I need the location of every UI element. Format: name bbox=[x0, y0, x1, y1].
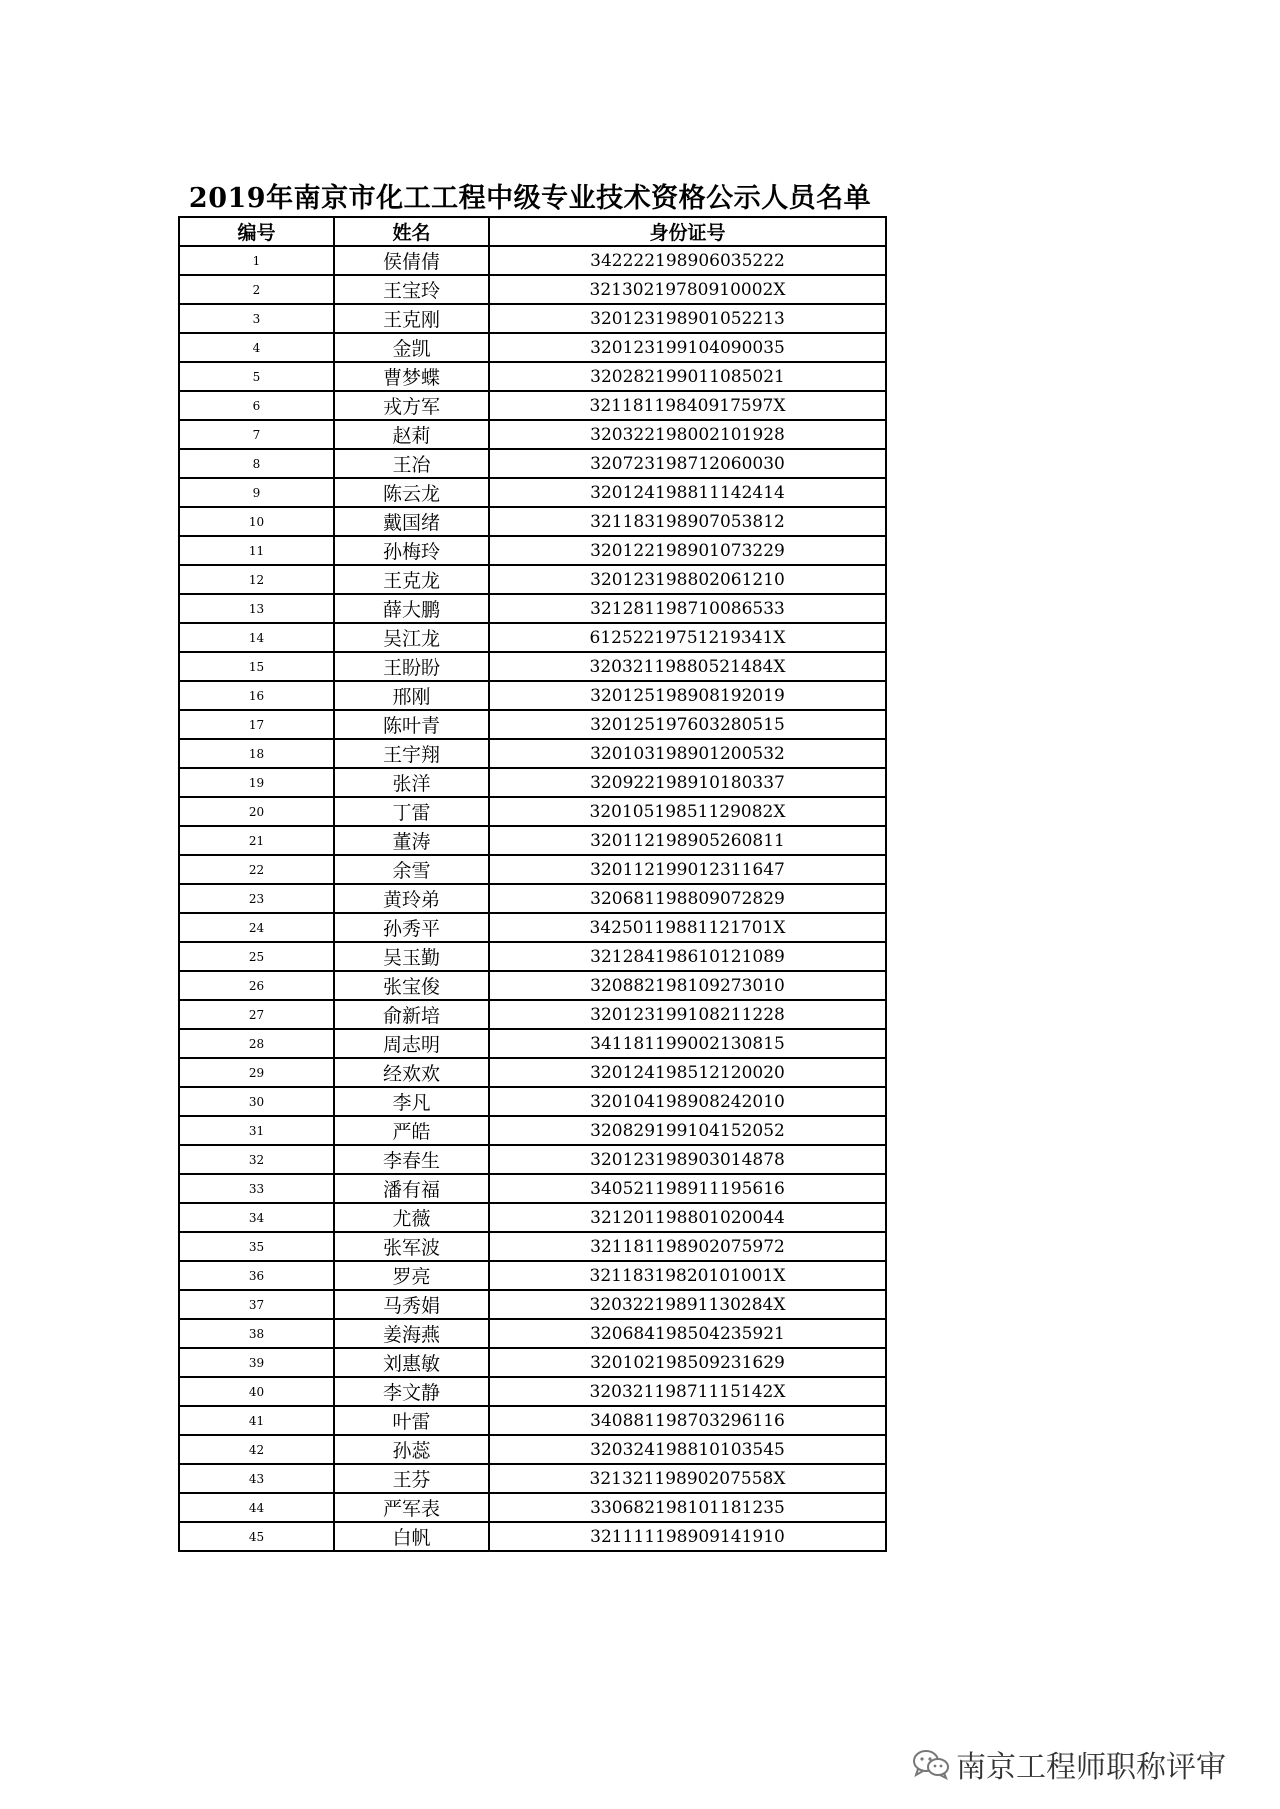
table-row bbox=[179, 1029, 886, 1058]
person-name: 吴江龙 bbox=[334, 623, 489, 652]
row-number: 12 bbox=[179, 565, 334, 594]
page-title: 2019年南京市化工工程中级专业技术资格公示人员名单 bbox=[188, 183, 872, 214]
id-number: 320123198903014878 bbox=[489, 1145, 886, 1174]
row-number: 18 bbox=[179, 739, 334, 768]
row-number: 21 bbox=[179, 826, 334, 855]
id-number: 32118119840917597X bbox=[489, 391, 886, 420]
person-name: 戴国绪 bbox=[334, 507, 489, 536]
table-row bbox=[179, 1406, 886, 1435]
table-row bbox=[179, 275, 886, 304]
row-number: 9 bbox=[179, 478, 334, 507]
person-name: 张军波 bbox=[334, 1232, 489, 1261]
person-name: 张洋 bbox=[334, 768, 489, 797]
row-number: 32 bbox=[179, 1145, 334, 1174]
table-row bbox=[179, 1087, 886, 1116]
person-name: 刘惠敏 bbox=[334, 1348, 489, 1377]
id-number: 340881198703296116 bbox=[489, 1406, 886, 1435]
row-number: 35 bbox=[179, 1232, 334, 1261]
id-number: 330682198101181235 bbox=[489, 1493, 886, 1522]
table-row bbox=[179, 623, 886, 652]
id-number: 320882198109273010 bbox=[489, 971, 886, 1000]
table-row bbox=[179, 565, 886, 594]
id-number: 320681198809072829 bbox=[489, 884, 886, 913]
id-number: 34250119881121701X bbox=[489, 913, 886, 942]
person-name: 李凡 bbox=[334, 1087, 489, 1116]
table-row bbox=[179, 1145, 886, 1174]
table-row bbox=[179, 304, 886, 333]
person-name: 余雪 bbox=[334, 855, 489, 884]
id-number: 32130219780910002X bbox=[489, 275, 886, 304]
person-name: 孙秀平 bbox=[334, 913, 489, 942]
id-number: 32032119880521484X bbox=[489, 652, 886, 681]
table-row bbox=[179, 855, 886, 884]
table-row bbox=[179, 246, 886, 275]
table-row bbox=[179, 1522, 886, 1551]
id-number: 341181199002130815 bbox=[489, 1029, 886, 1058]
id-number: 320125197603280515 bbox=[489, 710, 886, 739]
id-number: 320112198905260811 bbox=[489, 826, 886, 855]
id-number: 321181198902075972 bbox=[489, 1232, 886, 1261]
table-row bbox=[179, 1493, 886, 1522]
id-number: 61252219751219341X bbox=[489, 623, 886, 652]
person-name: 王盼盼 bbox=[334, 652, 489, 681]
row-number: 15 bbox=[179, 652, 334, 681]
id-number: 321281198710086533 bbox=[489, 594, 886, 623]
id-number: 321201198801020044 bbox=[489, 1203, 886, 1232]
row-number: 25 bbox=[179, 942, 334, 971]
row-number: 38 bbox=[179, 1319, 334, 1348]
id-number: 320684198504235921 bbox=[489, 1319, 886, 1348]
id-number: 320123199108211228 bbox=[489, 1000, 886, 1029]
table-row bbox=[179, 1232, 886, 1261]
row-number: 30 bbox=[179, 1087, 334, 1116]
row-number: 42 bbox=[179, 1435, 334, 1464]
table-row bbox=[179, 913, 886, 942]
table-row bbox=[179, 594, 886, 623]
table-row bbox=[179, 333, 886, 362]
table-row bbox=[179, 1377, 886, 1406]
row-number: 31 bbox=[179, 1116, 334, 1145]
person-name: 尤薇 bbox=[334, 1203, 489, 1232]
id-number: 340521198911195616 bbox=[489, 1174, 886, 1203]
row-number: 33 bbox=[179, 1174, 334, 1203]
id-number: 320103198901200532 bbox=[489, 739, 886, 768]
id-number: 320723198712060030 bbox=[489, 449, 886, 478]
table-row bbox=[179, 1058, 886, 1087]
id-number: 320104198908242010 bbox=[489, 1087, 886, 1116]
table-row bbox=[179, 797, 886, 826]
header-name: 姓名 bbox=[334, 217, 489, 246]
id-number: 32118319820101001X bbox=[489, 1261, 886, 1290]
wechat-icon bbox=[912, 1748, 950, 1780]
row-number: 14 bbox=[179, 623, 334, 652]
person-name: 严皓 bbox=[334, 1116, 489, 1145]
table-row bbox=[179, 362, 886, 391]
header-number: 编号 bbox=[179, 217, 334, 246]
id-number: 320123199104090035 bbox=[489, 333, 886, 362]
row-number: 10 bbox=[179, 507, 334, 536]
table-header-row bbox=[179, 217, 886, 246]
person-name: 周志明 bbox=[334, 1029, 489, 1058]
id-number: 320122198901073229 bbox=[489, 536, 886, 565]
row-number: 23 bbox=[179, 884, 334, 913]
person-name: 孙梅玲 bbox=[334, 536, 489, 565]
person-name: 叶雷 bbox=[334, 1406, 489, 1435]
id-number: 342222198906035222 bbox=[489, 246, 886, 275]
table-row bbox=[179, 1319, 886, 1348]
row-number: 44 bbox=[179, 1493, 334, 1522]
row-number: 34 bbox=[179, 1203, 334, 1232]
id-number: 320922198910180337 bbox=[489, 768, 886, 797]
row-number: 39 bbox=[179, 1348, 334, 1377]
person-name: 王宝玲 bbox=[334, 275, 489, 304]
person-name: 王冶 bbox=[334, 449, 489, 478]
table-row bbox=[179, 449, 886, 478]
table-row bbox=[179, 942, 886, 971]
table-row bbox=[179, 884, 886, 913]
row-number: 19 bbox=[179, 768, 334, 797]
person-name: 马秀娟 bbox=[334, 1290, 489, 1319]
row-number: 20 bbox=[179, 797, 334, 826]
row-number: 6 bbox=[179, 391, 334, 420]
person-name: 赵莉 bbox=[334, 420, 489, 449]
person-name: 丁雷 bbox=[334, 797, 489, 826]
person-name: 王克龙 bbox=[334, 565, 489, 594]
table-row bbox=[179, 507, 886, 536]
table-row bbox=[179, 1116, 886, 1145]
person-name: 董涛 bbox=[334, 826, 489, 855]
table-row bbox=[179, 826, 886, 855]
id-number: 320123198802061210 bbox=[489, 565, 886, 594]
row-number: 3 bbox=[179, 304, 334, 333]
id-number: 321111198909141910 bbox=[489, 1522, 886, 1551]
row-number: 5 bbox=[179, 362, 334, 391]
id-number: 320112199012311647 bbox=[489, 855, 886, 884]
row-number: 28 bbox=[179, 1029, 334, 1058]
person-name: 薛大鹏 bbox=[334, 594, 489, 623]
person-name: 黄玲弟 bbox=[334, 884, 489, 913]
id-number: 32032119871115142X bbox=[489, 1377, 886, 1406]
person-name: 陈叶青 bbox=[334, 710, 489, 739]
person-name: 吴玉勤 bbox=[334, 942, 489, 971]
id-number: 320282199011085021 bbox=[489, 362, 886, 391]
row-number: 37 bbox=[179, 1290, 334, 1319]
table-row bbox=[179, 420, 886, 449]
id-number: 320124198512120020 bbox=[489, 1058, 886, 1087]
table-row bbox=[179, 739, 886, 768]
person-name: 戎方军 bbox=[334, 391, 489, 420]
row-number: 45 bbox=[179, 1522, 334, 1551]
row-number: 4 bbox=[179, 333, 334, 362]
person-name: 俞新培 bbox=[334, 1000, 489, 1029]
row-number: 1 bbox=[179, 246, 334, 275]
row-number: 11 bbox=[179, 536, 334, 565]
watermark-text: 南京工程师职称评审 bbox=[956, 1750, 1226, 1785]
table-row bbox=[179, 1290, 886, 1319]
person-name: 王克刚 bbox=[334, 304, 489, 333]
person-name: 白帆 bbox=[334, 1522, 489, 1551]
person-name: 罗亮 bbox=[334, 1261, 489, 1290]
person-name: 邢刚 bbox=[334, 681, 489, 710]
person-name: 李文静 bbox=[334, 1377, 489, 1406]
table-row bbox=[179, 1464, 886, 1493]
table-row bbox=[179, 1348, 886, 1377]
id-number: 32010519851129082X bbox=[489, 797, 886, 826]
table-row bbox=[179, 1000, 886, 1029]
table-row bbox=[179, 768, 886, 797]
header-id-number: 身份证号 bbox=[489, 217, 886, 246]
id-number: 320322198002101928 bbox=[489, 420, 886, 449]
person-name: 孙蕊 bbox=[334, 1435, 489, 1464]
table-row bbox=[179, 478, 886, 507]
person-name: 侯倩倩 bbox=[334, 246, 489, 275]
person-name: 陈云龙 bbox=[334, 478, 489, 507]
id-number: 320125198908192019 bbox=[489, 681, 886, 710]
person-name: 李春生 bbox=[334, 1145, 489, 1174]
id-number: 320102198509231629 bbox=[489, 1348, 886, 1377]
person-name: 经欢欢 bbox=[334, 1058, 489, 1087]
row-number: 2 bbox=[179, 275, 334, 304]
table-row bbox=[179, 1261, 886, 1290]
table-row bbox=[179, 971, 886, 1000]
row-number: 36 bbox=[179, 1261, 334, 1290]
person-name: 金凯 bbox=[334, 333, 489, 362]
watermark bbox=[912, 1742, 1226, 1786]
row-number: 26 bbox=[179, 971, 334, 1000]
person-name: 张宝俊 bbox=[334, 971, 489, 1000]
id-number: 320324198810103545 bbox=[489, 1435, 886, 1464]
row-number: 27 bbox=[179, 1000, 334, 1029]
id-number: 321183198907053812 bbox=[489, 507, 886, 536]
row-number: 13 bbox=[179, 594, 334, 623]
id-number: 32032219891130284X bbox=[489, 1290, 886, 1319]
roster-table bbox=[178, 216, 887, 1552]
row-number: 17 bbox=[179, 710, 334, 739]
person-name: 姜海燕 bbox=[334, 1319, 489, 1348]
person-name: 曹梦蝶 bbox=[334, 362, 489, 391]
row-number: 41 bbox=[179, 1406, 334, 1435]
row-number: 16 bbox=[179, 681, 334, 710]
table-row bbox=[179, 1203, 886, 1232]
person-name: 严军表 bbox=[334, 1493, 489, 1522]
row-number: 8 bbox=[179, 449, 334, 478]
id-number: 320124198811142414 bbox=[489, 478, 886, 507]
row-number: 43 bbox=[179, 1464, 334, 1493]
id-number: 321284198610121089 bbox=[489, 942, 886, 971]
person-name: 王芬 bbox=[334, 1464, 489, 1493]
table-row bbox=[179, 536, 886, 565]
row-number: 24 bbox=[179, 913, 334, 942]
table-row bbox=[179, 652, 886, 681]
id-number: 320123198901052213 bbox=[489, 304, 886, 333]
table-row bbox=[179, 391, 886, 420]
table-row bbox=[179, 681, 886, 710]
person-name: 潘有福 bbox=[334, 1174, 489, 1203]
table-row bbox=[179, 710, 886, 739]
person-name: 王宇翔 bbox=[334, 739, 489, 768]
table-row bbox=[179, 1174, 886, 1203]
id-number: 32132119890207558X bbox=[489, 1464, 886, 1493]
table-row bbox=[179, 1435, 886, 1464]
id-number: 320829199104152052 bbox=[489, 1116, 886, 1145]
row-number: 40 bbox=[179, 1377, 334, 1406]
row-number: 7 bbox=[179, 420, 334, 449]
row-number: 22 bbox=[179, 855, 334, 884]
row-number: 29 bbox=[179, 1058, 334, 1087]
